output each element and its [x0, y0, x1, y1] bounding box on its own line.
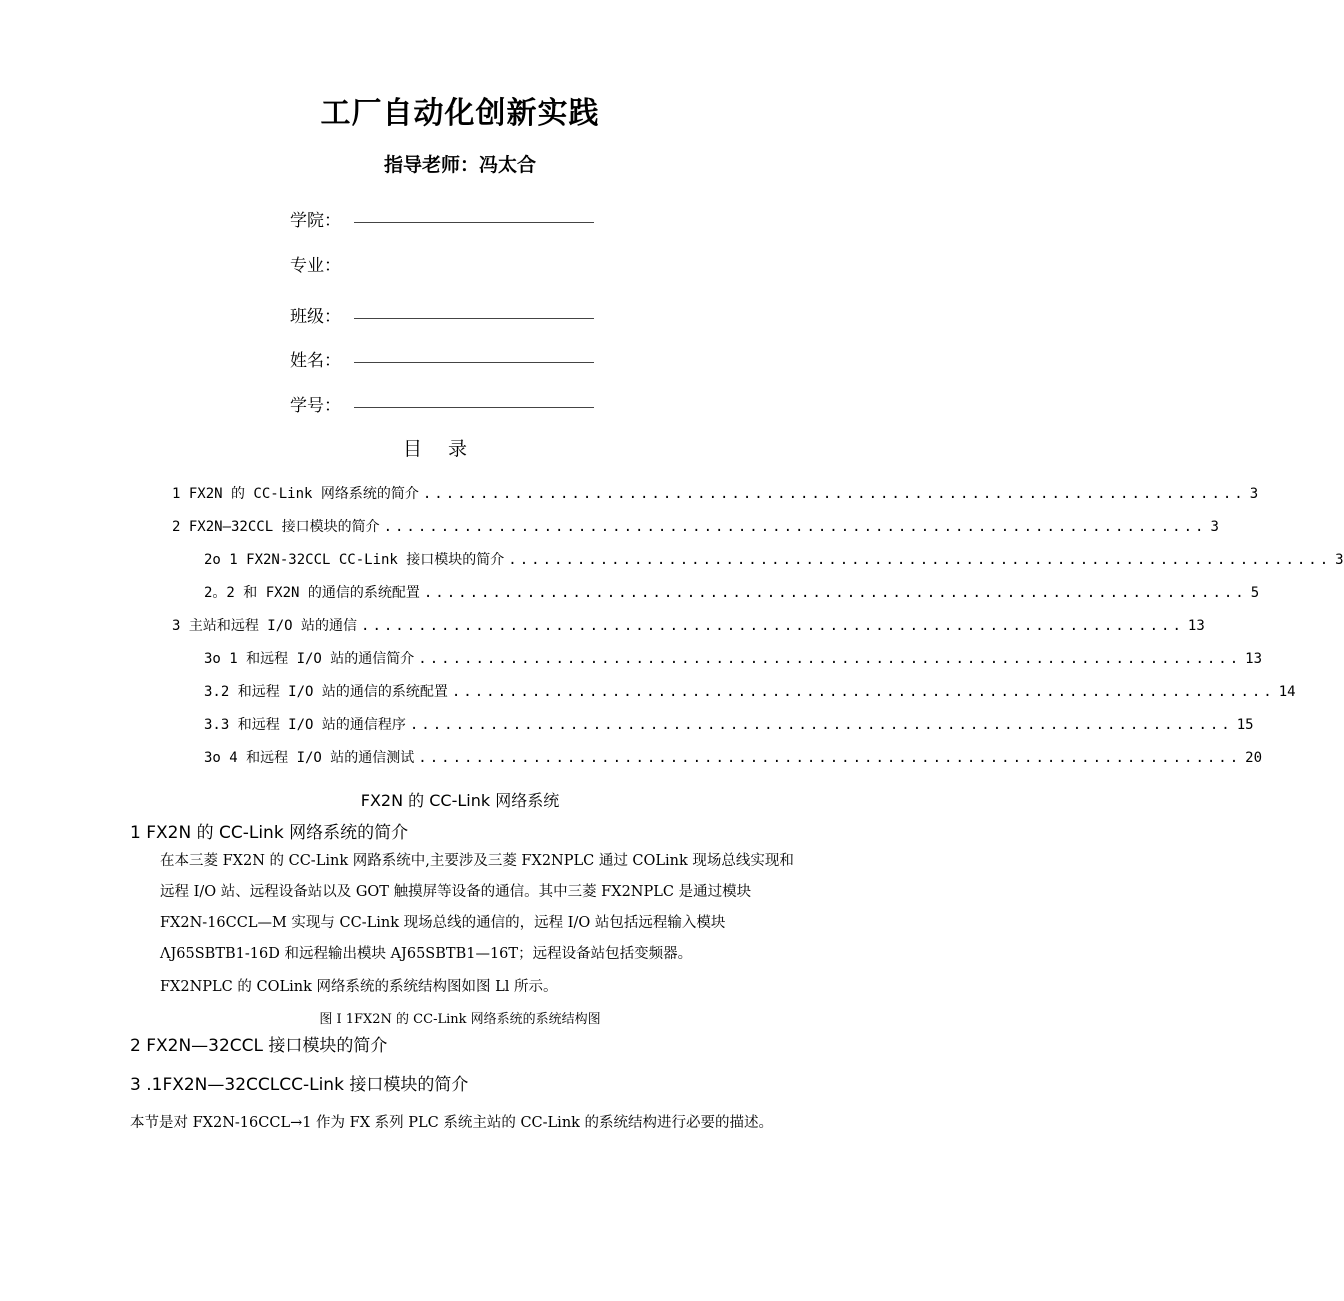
field-line-class: [354, 318, 594, 319]
document-title: 工厂自动化创新实践: [320, 96, 600, 131]
toc-entry[interactable]: [172, 516, 1219, 538]
paragraph-figure-ref: FX2NPLC 的 COLink 网络系统的系统结构图如图 Ll 所示。: [160, 979, 558, 995]
toc-entry-page: 15: [1236, 717, 1254, 733]
toc-heading: 目 录: [402, 438, 478, 460]
toc-leader: ........................................................................: [451, 684, 1275, 700]
field-line-student-id: [354, 407, 594, 408]
toc-entry-text: 3o 4 和远程 I/O 站的通信测试: [204, 750, 415, 766]
field-label-name: 姓名：: [290, 351, 341, 371]
toc-leader: ........................................................................: [383, 519, 1207, 535]
toc-entry-page: 3: [1210, 519, 1219, 535]
toc-entry-text: 2o 1 FX2N-32CCL CC-Link 接口模块的简介: [204, 552, 505, 568]
toc-entry-text: 3 主站和远程 I/O 站的通信: [172, 618, 358, 634]
field-label-student-id: 学号：: [290, 396, 341, 416]
toc-entry-text: 3.2 和远程 I/O 站的通信的系统配置: [204, 684, 448, 700]
toc-entry[interactable]: [172, 483, 1259, 505]
heading-3: 3 .1FX2N—32CCLCC-Link 接口模块的简介: [130, 1075, 469, 1095]
toc-entry-page: 14: [1278, 684, 1296, 700]
toc-leader: ........................................................................: [409, 717, 1233, 733]
toc-entry-text: 3.3 和远程 I/O 站的通信程序: [204, 717, 406, 733]
field-line-college: [354, 222, 594, 223]
toc-entry-text: 1 FX2N 的 CC-Link 网络系统的简介: [172, 486, 419, 502]
field-label-major: 专业：: [290, 256, 341, 276]
toc-entry[interactable]: [204, 714, 1254, 736]
toc-entry-page: 13: [1245, 651, 1263, 667]
field-label-class: 班级：: [290, 307, 341, 327]
toc-entry[interactable]: [204, 681, 1296, 703]
toc-entry[interactable]: [172, 615, 1205, 637]
advisor-line: 指导老师：冯太合: [383, 154, 536, 176]
toc-entry[interactable]: [204, 549, 1344, 571]
field-line-name: [354, 362, 594, 363]
paragraph-section-2-1: 本节是对 FX2N-16CCL→1 作为 FX 系列 PLC 系统主站的 CC-Link 的系统结构进行必要的描述。: [130, 1115, 774, 1131]
toc-entry-page: 5: [1250, 585, 1260, 601]
toc-entry[interactable]: [204, 747, 1263, 769]
toc-entry-page: 3: [1335, 552, 1344, 568]
toc-entry-text: 3o 1 和远程 I/O 站的通信简介: [204, 651, 415, 667]
section-title: FX2N 的 CC-Link 网络系统: [360, 791, 560, 810]
heading-1: 1 FX2N 的 CC-Link 网络系统的简介: [130, 823, 409, 843]
toc-leader: ........................................................................: [508, 552, 1332, 568]
toc-entry[interactable]: [204, 648, 1263, 670]
toc-entry-page: 20: [1245, 750, 1263, 766]
toc-leader: ........................................................................: [423, 585, 1247, 601]
heading-2: 2 FX2N—32CCL 接口模块的简介: [130, 1036, 388, 1056]
toc-entry-page: 3: [1249, 486, 1259, 502]
toc-entry-text: 2。2 和 FX2N 的通信的系统配置: [204, 585, 420, 601]
field-label-college: 学院：: [290, 211, 341, 231]
toc-entry[interactable]: [204, 582, 1260, 604]
toc-leader: ........................................................................: [361, 618, 1184, 634]
toc-entry-page: 13: [1187, 618, 1205, 634]
toc-leader: ........................................................................: [418, 750, 1242, 766]
paragraph-intro: 在本三菱 FX2N 的 CC-Link 网路系统中,主要涉及三菱 FX2NPLC 通过 COLink 现场总线实现和远程 I/O 站、远程设备站以及 GOT 触摸屏等设备的通信。其中三菱 FX2NPLC 是通过模块 FX2N-16CCL—M 实现与 CC-Link 现场总线的通信的，远程 I/O 站包括远程输入模块ΛJ65SBTB1-16D 和远程输出模块 AJ65SBTB1—16T；远程设备站包括变频器。: [160, 853, 794, 962]
toc-leader: ........................................................................: [422, 486, 1246, 502]
figure-caption: 图 I 1FX2N 的 CC-Link 网络系统的系统结构图: [319, 1012, 601, 1027]
toc-leader: ........................................................................: [418, 651, 1242, 667]
toc-entry-text: 2 FX2N—32CCL 接口模块的简介: [172, 519, 380, 535]
